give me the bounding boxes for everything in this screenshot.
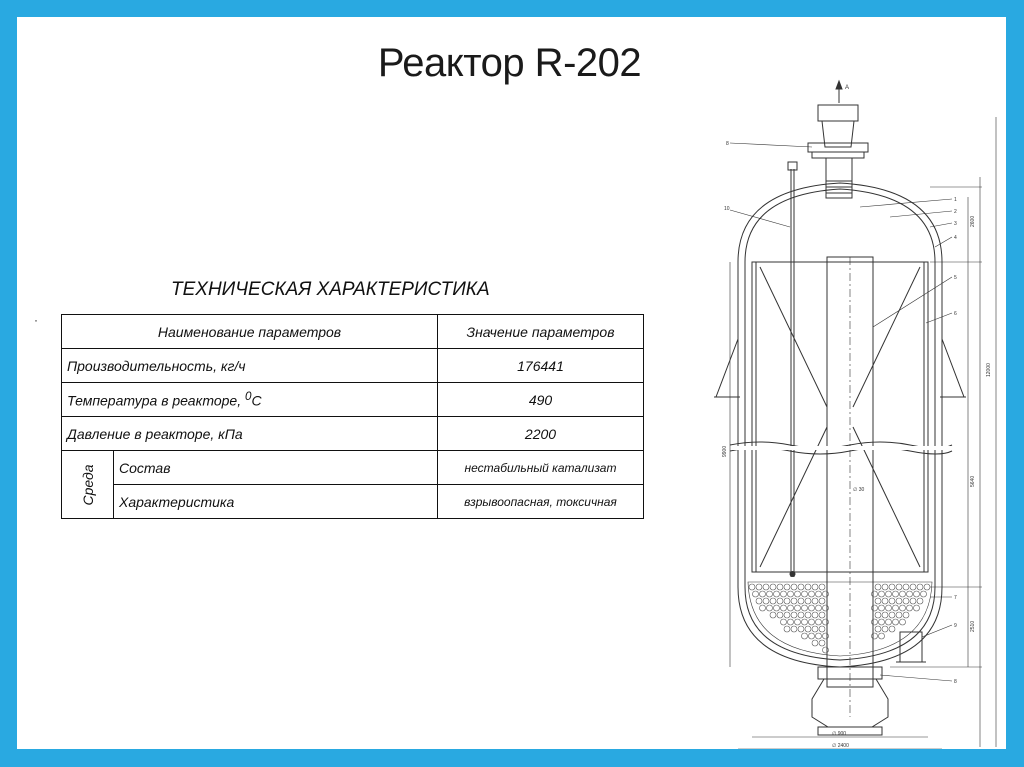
shell-inner [745,189,935,660]
catalyst-ball [812,612,818,618]
catalyst-ball [809,619,815,625]
slide [17,17,1006,749]
dim-label: ∅ 900 [832,731,847,737]
medium-group-cell [62,451,114,519]
catalyst-ball [889,612,895,618]
table-row [62,383,644,417]
catalyst-ball [784,612,790,618]
param-value-cell: 176441 [438,349,644,383]
header-value-cell: Значение параметров [438,315,644,349]
catalyst-ball [819,584,825,590]
catalyst-ball [896,598,902,604]
catalyst-ball [781,619,787,625]
catalyst-ball [784,598,790,604]
catalyst-ball [903,598,909,604]
catalyst-ball [777,598,783,604]
catalyst-ball [812,598,818,604]
top-inlet-pipe [826,158,852,198]
callout-number: 5 [954,275,957,281]
dim-label: 2600 [970,215,976,227]
catalyst-ball [917,598,923,604]
catalyst-ball [882,598,888,604]
catalyst-ball [798,598,804,604]
catalyst-ball [819,598,825,604]
catalyst-ball [798,626,804,632]
support-lug-right [942,339,964,397]
top-flange-3 [812,152,864,158]
medium-group-label: Среда [79,463,96,506]
catalyst-ball [917,584,923,590]
catalyst-ball [924,584,930,590]
param-value-cell: нестабильный катализат [438,451,644,485]
catalyst-ball [795,605,801,611]
catalyst-ball [802,633,808,639]
param-name-prefix: Температура в реакторе, [67,392,246,409]
catalyst-ball [819,626,825,632]
top-flange [818,105,858,121]
catalyst-ball [872,619,878,625]
catalyst-ball [816,619,822,625]
header-name-cell: Наименование параметров [62,315,438,349]
catalyst-ball [823,605,829,611]
catalyst-ball [875,584,881,590]
callout-number: 10 [724,206,730,212]
flow-arrow-head [836,81,842,89]
callout-number: 2 [954,209,957,215]
catalyst-ball [763,598,769,604]
catalyst-ball [774,605,780,611]
catalyst-ball [798,584,804,590]
bullet-dot: · [34,313,38,327]
catalyst-balls [748,582,932,656]
catalyst-ball [896,612,902,618]
catalyst-ball [802,619,808,625]
catalyst-ball [795,591,801,597]
catalyst-ball [809,605,815,611]
catalyst-ball [791,612,797,618]
catalyst-ball [802,605,808,611]
catalyst-ball [910,598,916,604]
catalyst-ball [781,605,787,611]
catalyst-ball [879,633,885,639]
catalyst-ball [784,626,790,632]
catalyst-ball [791,598,797,604]
catalyst-ball [910,584,916,590]
catalyst-ball [879,619,885,625]
callout-number: 9 [954,623,957,629]
catalyst-ball [921,591,927,597]
catalyst-ball [886,605,892,611]
catalyst-ball [900,619,906,625]
catalyst-ball [875,598,881,604]
param-value-cell: 490 [438,383,644,417]
callout-number: 6 [954,311,957,317]
slide-title: Реактор R-202 [377,41,642,85]
table-row [62,349,644,383]
catalyst-ball [788,591,794,597]
catalyst-ball [791,626,797,632]
pipe-diameter-label: ∅ 30 [853,487,865,493]
catalyst-ball [802,591,808,597]
callout-number: 8 [954,679,957,685]
catalyst-ball [823,647,829,653]
catalyst-ball [903,612,909,618]
catalyst-ball [798,612,804,618]
catalyst-ball [805,598,811,604]
catalyst-ball [753,591,759,597]
inner-basket [752,262,928,572]
catalyst-ball [823,591,829,597]
catalyst-ball [889,584,895,590]
catalyst-ball [882,584,888,590]
catalyst-ball [907,591,913,597]
dim-label: ∅ 2400 [832,743,849,749]
table-heading: ТЕХНИЧЕСКАЯ ХАРАКТЕРИСТИКА [171,279,490,300]
param-name-cell: Характеристика [114,485,438,519]
catalyst-ball [816,591,822,597]
catalyst-ball [816,605,822,611]
catalyst-ball [889,598,895,604]
catalyst-ball [875,626,881,632]
catalyst-ball [788,605,794,611]
catalyst-ball [767,605,773,611]
catalyst-ball [809,591,815,597]
catalyst-ball [879,605,885,611]
table-row [62,485,644,519]
catalyst-ball [914,591,920,597]
callout-number: 3 [954,221,957,227]
catalyst-ball [872,591,878,597]
catalyst-ball [809,633,815,639]
param-name-cell [62,383,438,417]
reactor-drawing [690,77,1006,749]
catalyst-ball [774,591,780,597]
catalyst-ball [756,584,762,590]
param-name-cell: Состав [114,451,438,485]
dim-label: 12000 [986,363,992,377]
catalyst-ball [893,591,899,597]
table-header-row [62,315,644,349]
catalyst-ball [805,584,811,590]
param-name-cell: Производительность, кг/ч [62,349,438,383]
bottom-nozzle [812,679,888,727]
dim-label: 2510 [970,620,976,632]
catalyst-ball [872,605,878,611]
catalyst-ball [760,605,766,611]
catalyst-ball [819,612,825,618]
catalyst-ball [914,605,920,611]
catalyst-ball [903,584,909,590]
callout-number: 8 [726,141,729,147]
catalyst-ball [805,612,811,618]
table-row [62,451,644,485]
catalyst-ball [875,612,881,618]
callout-number: 1 [954,197,957,203]
catalyst-ball [886,591,892,597]
catalyst-ball [893,605,899,611]
degree-superscript: 0 [245,390,252,404]
catalyst-ball [886,619,892,625]
catalyst-ball [907,605,913,611]
dim-label: 5640 [970,475,976,487]
catalyst-ball [777,612,783,618]
param-name-suffix: С [251,392,262,409]
catalyst-ball [756,598,762,604]
catalyst-ball [812,584,818,590]
catalyst-ball [872,633,878,639]
param-value-cell: взрывоопасная, токсичная [438,485,644,519]
catalyst-ball [882,626,888,632]
support-lug-left [716,339,738,397]
catalyst-ball [900,591,906,597]
catalyst-ball [823,619,829,625]
shell-outer [738,183,942,667]
catalyst-ball [805,626,811,632]
catalyst-ball [770,612,776,618]
catalyst-ball [760,591,766,597]
catalyst-ball [889,626,895,632]
catalyst-ball [893,619,899,625]
catalyst-ball [770,598,776,604]
catalyst-ball [788,619,794,625]
catalyst-ball [816,633,822,639]
catalyst-ball [896,584,902,590]
catalyst-ball [749,584,755,590]
callout-number: 4 [954,235,957,241]
arrow-label: А [845,85,850,91]
catalyst-ball [767,591,773,597]
catalyst-ball [763,584,769,590]
catalyst-ball [795,619,801,625]
catalyst-ball [777,584,783,590]
catalyst-ball [879,591,885,597]
catalyst-ball [823,633,829,639]
param-value-cell: 2200 [438,417,644,451]
side-nozzle [900,632,922,662]
dim-label: 9900 [722,445,728,457]
catalyst-ball [812,640,818,646]
catalyst-ball [770,584,776,590]
param-name-cell: Давление в реакторе, кПа [62,417,438,451]
catalyst-ball [781,591,787,597]
callout-number: 7 [954,595,957,601]
spec-table [61,314,644,519]
catalyst-ball [812,626,818,632]
catalyst-ball [900,605,906,611]
catalyst-ball [882,612,888,618]
table-row [62,417,644,451]
catalyst-ball [784,584,790,590]
catalyst-ball [791,584,797,590]
catalyst-ball [819,640,825,646]
